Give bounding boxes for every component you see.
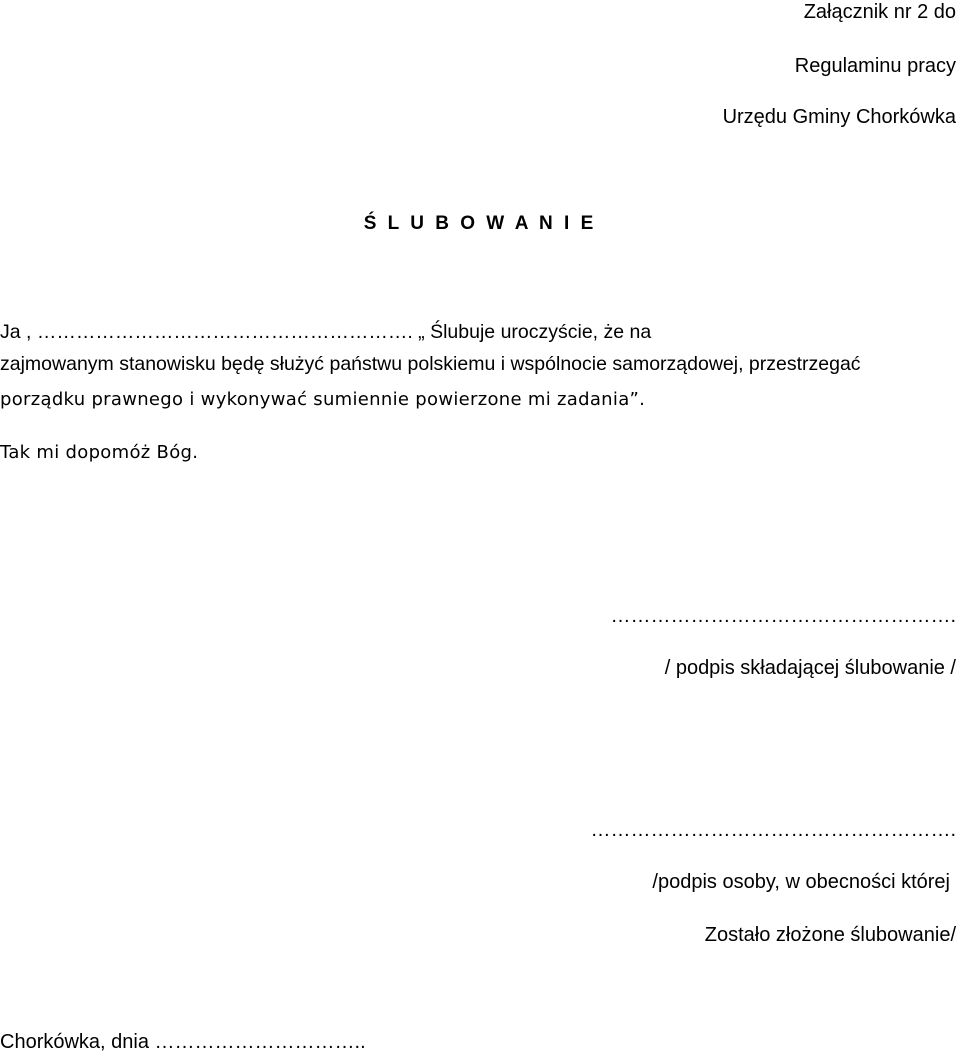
oath-line-2: zajmowanym stanowisku będę służyć państwu polskiemu i wspólnocie samorządowej, przestrzegać bbox=[0, 353, 861, 375]
attachment-number: Załącznik nr 2 do bbox=[803, 1, 956, 23]
oath-line-1: Ja , …………………………………………………. „ Ślubuje uroczyście, że na bbox=[0, 321, 652, 343]
document-title: Ś L U B O W A N I E bbox=[363, 213, 597, 234]
oath-closing: Tak mi dopomóż Bóg. bbox=[0, 442, 199, 463]
attachment-office: Urzędu Gminy Chorkówka bbox=[722, 106, 956, 128]
signature-label-witness-1: /podpis osoby, w obecności której bbox=[652, 871, 950, 893]
attachment-regulation: Regulaminu pracy bbox=[794, 55, 956, 77]
signature-label-sworn: / podpis składającej ślubowanie / bbox=[664, 657, 956, 679]
signature-dots-sworn: ……………………………………………. bbox=[610, 605, 956, 627]
place-and-date: Chorkówka, dnia ………………………….. bbox=[0, 1031, 366, 1053]
signature-dots-witness: ………………………………………………. bbox=[590, 819, 956, 841]
oath-line-3: porządku prawnego i wykonywać sumiennie powierzone mi zadania”. bbox=[0, 389, 646, 410]
signature-label-witness-2: Zostało złożone ślubowanie/ bbox=[704, 924, 956, 946]
